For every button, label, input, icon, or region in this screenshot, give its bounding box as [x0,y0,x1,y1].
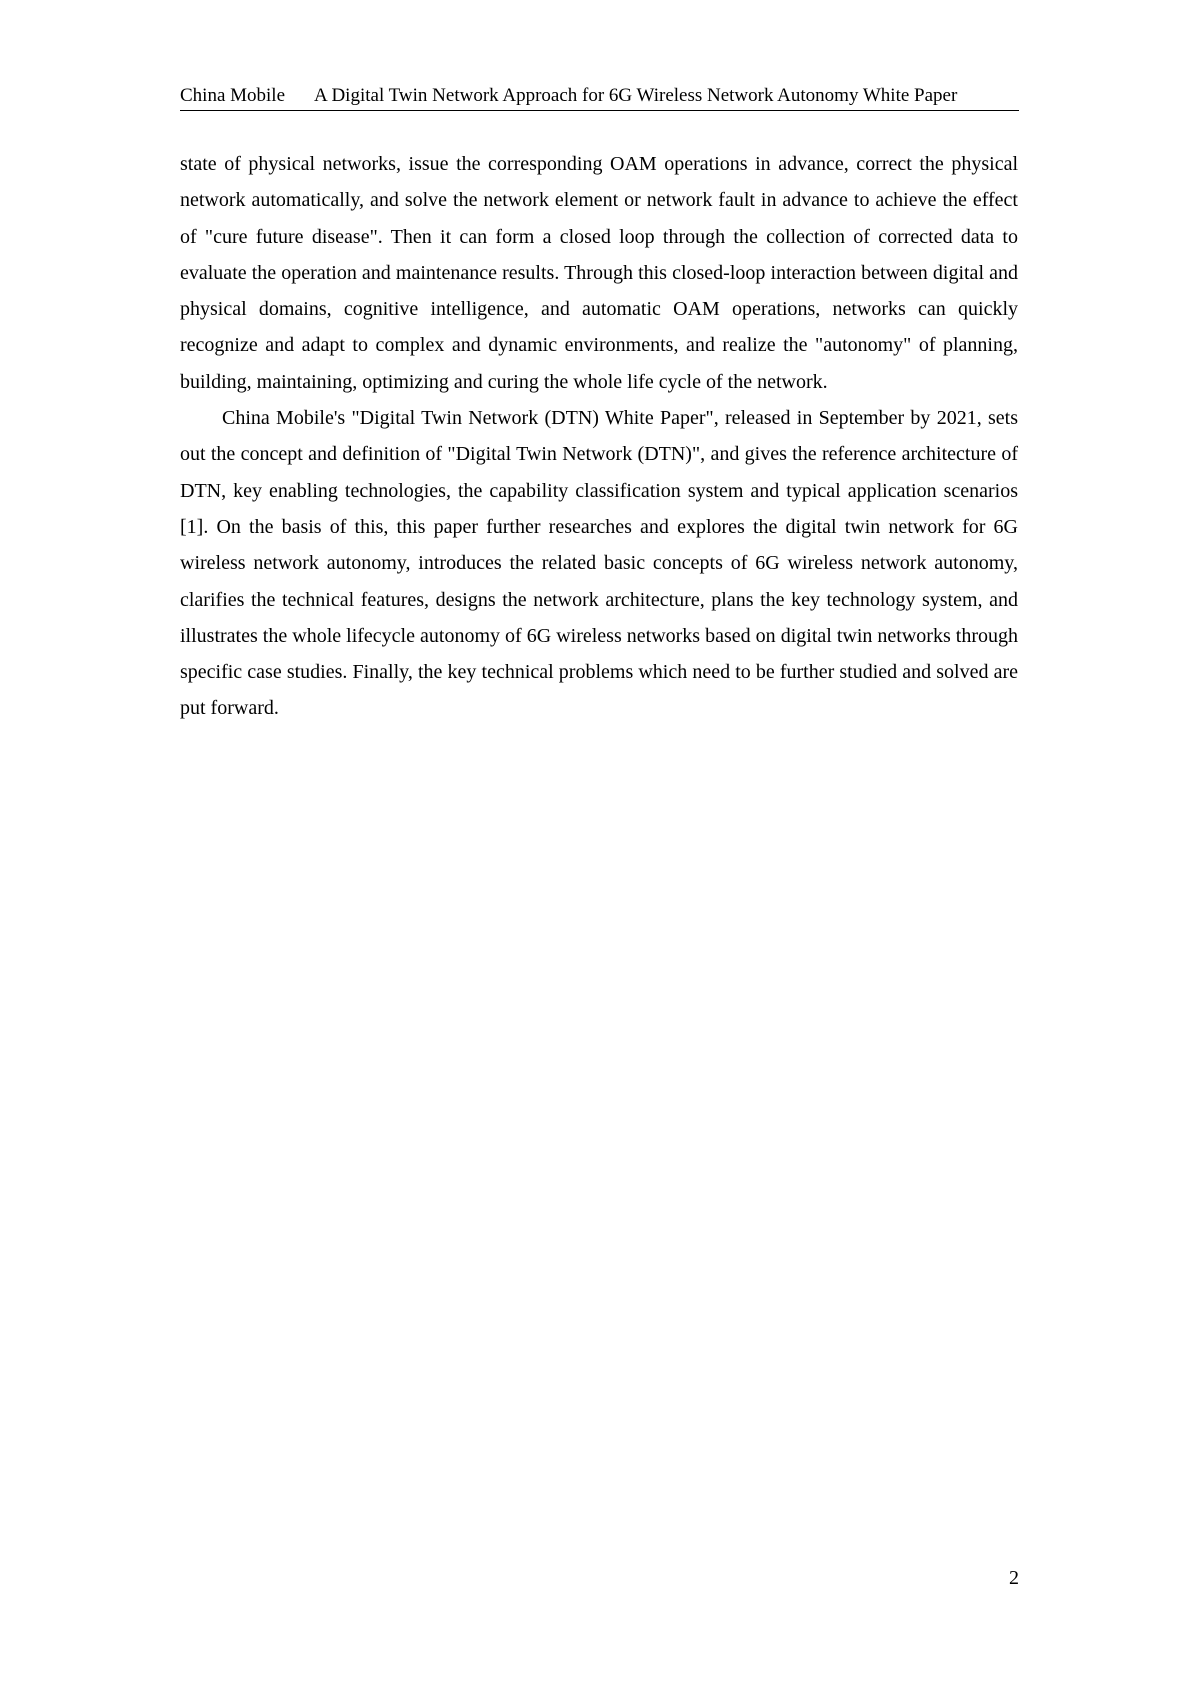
header-organization: China Mobile [180,85,286,106]
paragraph: state of physical networks, issue the corresponding OAM operations in advance, correct the physical network automatically, and solve the network element or network fault in advance to achieve the effect of "cure future disease". Then it can form a closed loop through the collection of corrected data to evaluate the operation and maintenance results. Through this closed-loop interaction between digital and physical domains, cognitive intelligence, and automatic OAM operations, networks can quickly recognize and adapt to complex and dynamic environments, and realize the "autonomy" of planning, building, maintaining, optimizing and curing the whole life cycle of the network. [180,153,1018,393]
header-document-title: A Digital Twin Network Approach for 6G Wireless Network Autonomy White Paper [314,85,958,106]
paragraph: China Mobile's "Digital Twin Network (DTN) White Paper", released in September by 2021, sets out the concept and definition of "Digital Twin Network (DTN)", and gives the reference architecture of DTN, key enabling technologies, the capability classification system and typical application scenarios [1]. On the basis of this, this paper further researches and explores the digital twin network for 6G wireless network autonomy, introduces the related basic concepts of 6G wireless network autonomy, clarifies the technical features, designs the network architecture, plans the key technology system, and illustrates the whole lifecycle autonomy of 6G wireless networks based on digital twin networks through specific case studies. Finally, the key technical problems which need to be further studied and solved are put forward. [180,407,1018,720]
body-text [180,146,1018,727]
page-number: 2 [1009,1567,1019,1589]
running-header [180,84,1019,111]
